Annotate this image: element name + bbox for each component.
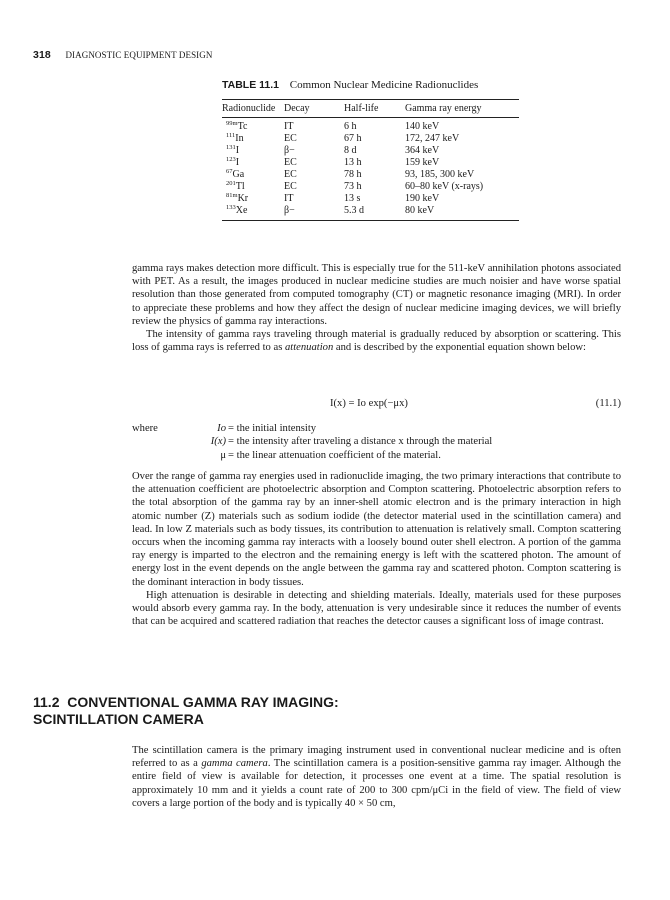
paragraph: The intensity of gamma rays traveling through material is gradually reduced by absorption or scattering. This loss of gamma rays is referred to as attenuation and is described by the exponential equation shown below: <box>132 329 621 354</box>
column-header: Gamma ray energy <box>405 103 482 114</box>
decay-cell: EC <box>284 157 297 168</box>
table-title: Common Nuclear Medicine Radionuclides <box>289 79 479 91</box>
radionuclide-cell: $^{67}$Ga <box>226 168 245 180</box>
radionuclide-cell: $^{123}$I <box>226 156 240 168</box>
table-row <box>222 193 519 205</box>
table-header-row <box>222 100 519 118</box>
half-life-cell: 78 h <box>344 169 362 180</box>
energy-cell: 93, 185, 300 keV <box>405 169 475 180</box>
decay-cell: EC <box>284 181 297 192</box>
radionuclide-cell: $^{99m}$Tc <box>226 120 248 132</box>
equation-text: I(x) = Io exp(−μx) <box>330 398 408 409</box>
decay-cell: IT <box>284 121 294 132</box>
radionuclide-cell: $^{111}$In <box>226 132 244 144</box>
where-label: where <box>132 423 158 434</box>
definition-row <box>132 435 621 448</box>
energy-cell: 190 keV <box>405 193 440 204</box>
definition-row <box>132 449 621 462</box>
term-attenuation: attenuation <box>284 342 334 354</box>
table-row <box>222 133 519 145</box>
body-text-section <box>132 744 621 810</box>
section-title-line-1: CONVENTIONAL GAMMA RAY IMAGING: <box>67 694 339 710</box>
definition-symbol: I(x) <box>210 436 226 448</box>
energy-cell: 172, 247 keV <box>405 133 460 144</box>
definition-symbol: μ <box>220 449 226 461</box>
half-life-cell: 13 h <box>344 157 362 168</box>
definition-text: = the linear attenuation coefficient of the material. <box>228 449 441 461</box>
section-title-line-2: SCINTILLATION CAMERA <box>33 711 204 727</box>
definition-symbol: Io <box>217 423 226 434</box>
radionuclide-cell: $^{81m}$Kr <box>226 192 249 204</box>
running-header <box>33 49 212 61</box>
energy-cell: 159 keV <box>405 157 440 168</box>
half-life-cell: 67 h <box>344 133 362 144</box>
equation-11-1 <box>132 398 621 412</box>
body-text-upper <box>132 262 621 354</box>
table-row <box>222 205 519 221</box>
half-life-cell: 8 d <box>344 145 357 156</box>
decay-cell: EC <box>284 169 297 180</box>
section-heading <box>33 694 339 728</box>
paragraph: Over the range of gamma ray energies used in radionuclide imaging, the two primary interactions that contribute to the attenuation coefficient are photoelectric absorption and Compton scattering. Photoelectric absorption refers to the total absorption of the gamma ray by an inner-shell atomic electron and is the primary interaction in high atomic number (Z) materials such as sodium iodide (the detector material used in the scintillation camera) and lead. In low Z materials such as body tissues, its contribution to attenuation is relatively small. Compton scattering occurs when the incoming gamma ray interacts with a loosely bound outer shell electron. A portion of the gamma ray energy is imparted to the electron and the remaining energy is left with the scattered photon. The amount of energy lost in the event depends on the angle between the gamma ray and scattered photon. Compton scattering is the dominant interaction in body tissues. <box>132 471 621 588</box>
column-header: Half-life <box>344 103 379 114</box>
half-life-cell: 5.3 d <box>344 205 364 216</box>
decay-cell: IT <box>284 193 294 204</box>
paragraph: High attenuation is desirable in detecting and shielding materials. Ideally, materials used for these purposes would absorb every gamma ray. In the body, attenuation is very undesirable since it reduces the number of events that can be acquired and scattered radiation that reaches the detector causes a significant loss of image contrast. <box>132 589 621 628</box>
equation-number: (11.1) <box>595 398 621 409</box>
column-header: Radionuclide <box>222 103 276 114</box>
running-title: DIAGNOSTIC EQUIPMENT DESIGN <box>65 50 213 60</box>
equation-definitions <box>132 422 621 462</box>
table-row <box>222 169 519 181</box>
paragraph: The scintillation camera is the primary imaging instrument used in conventional nuclear medicine and is often referred to as a gamma camera. The scintillation camera is a position-sensitive gamma ray imager. Although the entire field of view is available for detection, it processes one event at a time. The spatial resolution is approximately 10 mm and it yields a count rate of 200 to 300 cpm/μCi in the field of view. The field of view covers a large portion of the body and is typically 40 × 50 cm, <box>132 745 622 809</box>
half-life-cell: 13 s <box>344 193 361 204</box>
decay-cell: β− <box>284 145 295 156</box>
radionuclide-cell: $^{131}$I <box>226 144 240 156</box>
energy-cell: 140 keV <box>405 121 440 132</box>
term-gamma-camera: gamma camera <box>201 758 268 770</box>
table-row <box>222 181 519 193</box>
decay-cell: β− <box>284 205 295 216</box>
section-number: 11.2 <box>33 694 60 710</box>
page-number: 318 <box>33 49 51 61</box>
paragraph: gamma rays makes detection more difficult. This is especially true for the 511-keV annihilation photons associated with PET. As a result, the images produced in nuclear medicine studies are much noisier and have worse spatial resolution than those generated from computed tomography (CT) or magnetic resonance imaging (MRI). In order to appreciate these problems and how they affect the design of nuclear medicine imaging devices, we will briefly review the physics of gamma ray interactions. <box>132 263 621 327</box>
half-life-cell: 6 h <box>344 121 357 132</box>
energy-cell: 80 keV <box>405 205 435 216</box>
table-caption <box>222 79 478 91</box>
energy-cell: 60–80 keV (x-rays) <box>405 181 484 192</box>
radionuclide-cell: $^{201}$Tl <box>226 180 245 192</box>
energy-cell: 364 keV <box>405 145 440 156</box>
radionuclide-cell: $^{133}$Xe <box>226 204 248 216</box>
half-life-cell: 73 h <box>344 181 362 192</box>
definition-text: = the initial intensity <box>228 423 317 434</box>
body-text-lower <box>132 470 621 628</box>
table-row <box>222 157 519 169</box>
definition-text: = the intensity after traveling a distance x through the material <box>228 436 493 448</box>
column-header: Decay <box>284 103 310 114</box>
radionuclide-table <box>222 99 519 221</box>
definition-row <box>132 422 621 435</box>
table-row <box>222 118 519 134</box>
decay-cell: EC <box>284 133 297 144</box>
table-label: TABLE 11.1 <box>222 79 279 91</box>
table-row <box>222 145 519 157</box>
